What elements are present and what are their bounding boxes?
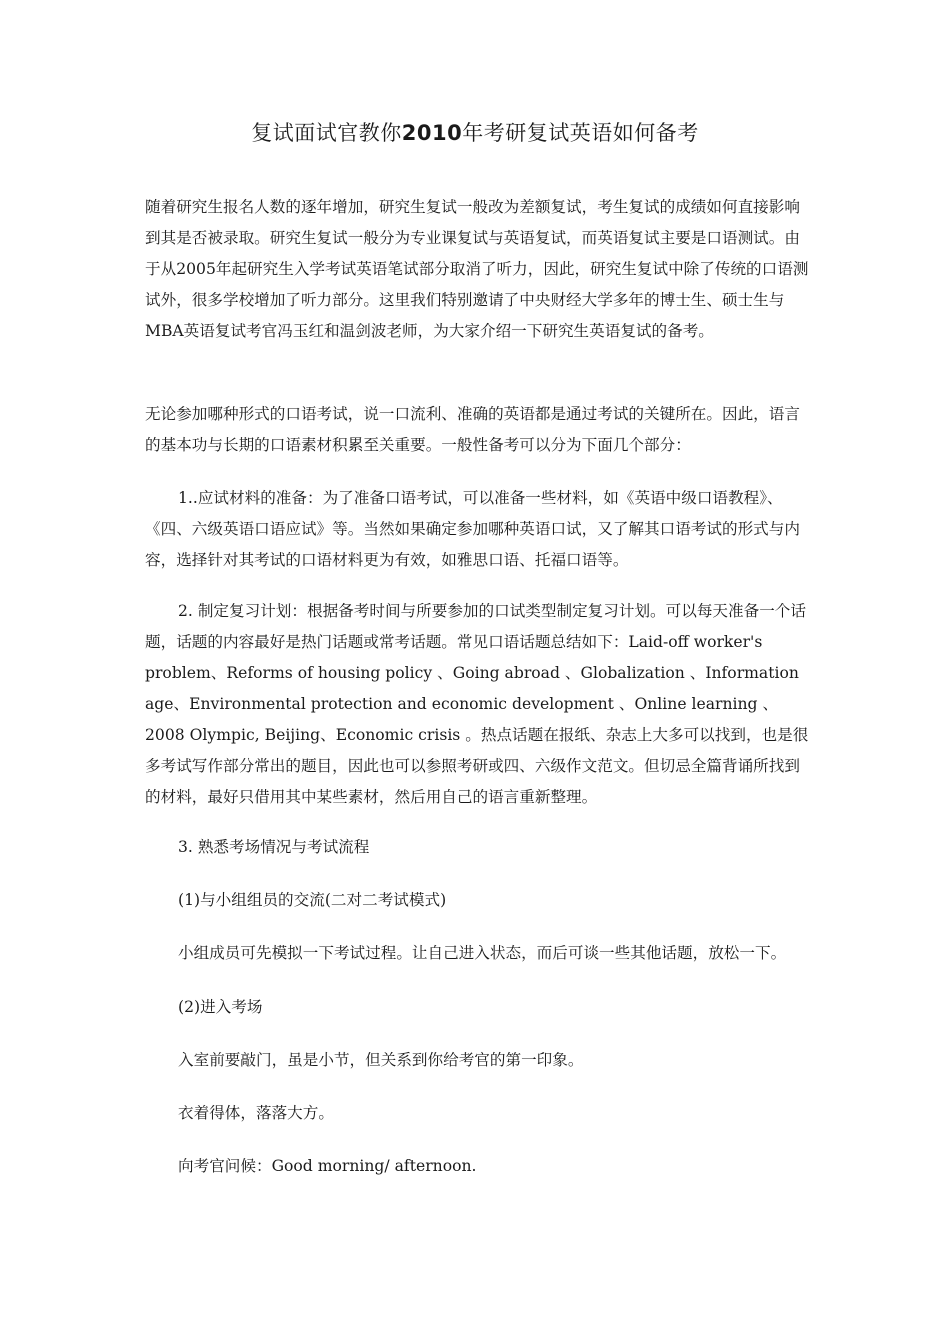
exam-process-heading: 3. 熟悉考场情况与考试流程 xyxy=(178,838,370,856)
title-prefix: 复试面试官教你 xyxy=(251,121,402,145)
title-year: 2010 xyxy=(401,121,463,145)
page-title xyxy=(0,118,950,148)
general-prep-text: 无论参加哪种形式的口语考试，说一口流利、准确的英语都是通过考试的关键所在。因此，语言的基本功与长期的口语素材积累至关重要。一般性备考可以分为下面几个部分： xyxy=(145,405,800,454)
study-plan-text: 2. 制定复习计划：根据备考时间与所要参加的口试类型制定复习计划。可以每天准备一个话题，话题的内容最好是热门话题或常考话题。常见口语话题总结如下：Laid-off worker's problem、Reforms of housing policy 、Going abroad 、Globalization 、Information age、Environmental protection and economic development 、Online learning 、2008 Olympic, Beijing、Economic crisis 。热点话题在报纸、杂志上大多可以找到，也是很多考试写作部分常出的题目，因此也可以参照考研或四、六级作文范文。但切忌全篇背诵所找到的材料，最好只借用其中某些素材，然后用自己的语言重新整理。 xyxy=(145,602,809,806)
greeting-text: 向考官问候：Good morning/ afternoon. xyxy=(178,1157,477,1175)
intro-paragraph xyxy=(145,192,810,347)
materials-paragraph xyxy=(145,483,810,576)
enter-room-heading: (2)进入考场 xyxy=(178,998,263,1016)
materials-text: 1..应试材料的准备：为了准备口语考试，可以准备一些材料，如《英语中级口语教程》、《四、六级英语口语应试》等。当然如果确定参加哪种英语口试，又了解其口语考试的形式与内容，选择针对其考试的口语材料更为有效，如雅思口语、托福口语等。 xyxy=(145,489,800,569)
title-suffix: 年考研复试英语如何备考 xyxy=(462,121,699,145)
general-prep-paragraph xyxy=(145,399,810,461)
study-plan-paragraph xyxy=(145,596,810,813)
intro-text: 随着研究生报名人数的逐年增加，研究生复试一般改为差额复试，考生复试的成绩如何直接影响到其是否被录取。研究生复试一般分为专业课复试与英语复试，而英语复试主要是口语测试。由于从2005年起研究生入学考试英语笔试部分取消了听力，因此，研究生复试中除了传统的口语测试外，很多学校增加了听力部分。这里我们特别邀请了中央财经大学多年的博士生、硕士生与MBA英语复试考官冯玉红和温剑波老师，为大家介绍一下研究生英语复试的备考。 xyxy=(145,198,809,340)
group-exchange-heading: (1)与小组组员的交流(二对二考试模式) xyxy=(178,891,447,909)
knock-door-text: 入室前要敲门，虽是小节，但关系到你给考官的第一印象。 xyxy=(178,1051,584,1069)
dress-text: 衣着得体，落落大方。 xyxy=(178,1104,334,1122)
group-exchange-text: 小组成员可先模拟一下考试过程。让自己进入状态，而后可谈一些其他话题，放松一下。 xyxy=(178,944,787,962)
